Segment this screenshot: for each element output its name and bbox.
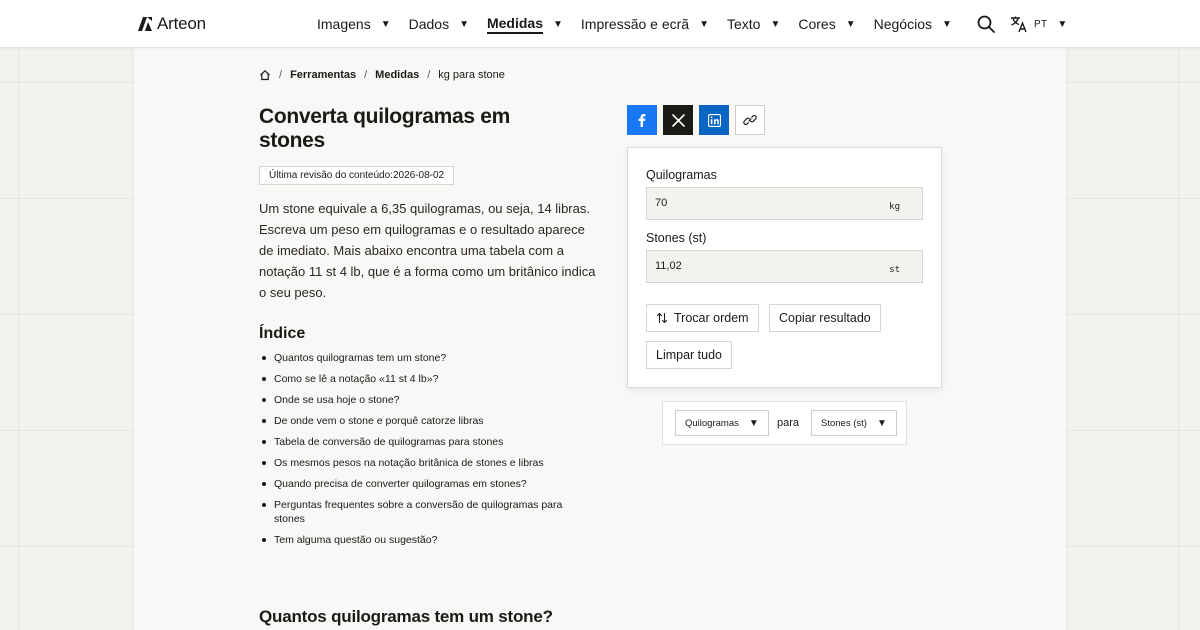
nav-label: Negócios bbox=[873, 16, 932, 32]
swap-vertical-icon bbox=[656, 312, 668, 324]
stones-field bbox=[646, 250, 923, 283]
translate-icon bbox=[1010, 15, 1028, 33]
from-unit-select[interactable] bbox=[675, 410, 769, 436]
language-code: PT bbox=[1034, 18, 1048, 30]
breadcrumb-separator: / bbox=[364, 69, 368, 81]
logo[interactable] bbox=[137, 14, 206, 34]
to-unit-select[interactable] bbox=[811, 410, 897, 436]
nav-item-imagens[interactable] bbox=[317, 16, 391, 32]
logo-text: Arteon bbox=[157, 14, 206, 33]
converter-panel bbox=[627, 147, 942, 388]
home-link[interactable] bbox=[259, 69, 271, 81]
nav-label: Texto bbox=[726, 16, 761, 32]
share-facebook-button[interactable] bbox=[627, 105, 657, 135]
linkedin-icon bbox=[708, 114, 721, 127]
page-title: Converta quilogramas em stones bbox=[259, 105, 511, 152]
breadcrumb-separator: / bbox=[279, 69, 283, 81]
search-icon bbox=[976, 14, 996, 34]
breadcrumb-medidas[interactable]: Medidas bbox=[375, 69, 420, 81]
swap-order-button[interactable] bbox=[646, 304, 759, 332]
caret-down-icon: ▼ bbox=[553, 18, 563, 30]
unit-selector-bar bbox=[662, 401, 907, 445]
revision-badge: Última revisão do conteúdo:2026-08-02 bbox=[259, 166, 454, 185]
main-content bbox=[134, 48, 1066, 630]
section-heading: Quantos quilogramas tem um stone? bbox=[259, 607, 553, 626]
intro-paragraph: Um stone equivale a 6,35 quilogramas, ou seja, 14 libras. Escreva um peso em quilogramas e o resultado aparece de imediato. Mais abaixo encontra uma tabela com a notação 11 st 4 lb, que é a forma como um britânico indica o seu peso. bbox=[259, 201, 596, 300]
caret-down-icon: ▼ bbox=[770, 18, 781, 30]
copy-link-button[interactable] bbox=[735, 105, 765, 135]
stones-unit: st bbox=[889, 265, 900, 275]
kilograms-unit: kg bbox=[889, 202, 900, 212]
nav-label: Cores bbox=[798, 16, 836, 32]
home-icon bbox=[259, 69, 271, 81]
nav-item-dados[interactable] bbox=[409, 16, 469, 32]
copy-result-button[interactable]: Copiar resultado bbox=[769, 304, 881, 332]
nav-item-cores[interactable] bbox=[798, 16, 855, 32]
toc-item[interactable]: Quando precisa de converter quilogramas em stones? bbox=[259, 477, 579, 491]
link-icon bbox=[743, 113, 757, 127]
toc-item[interactable]: Os mesmos pesos na notação britânica de stones e libras bbox=[259, 456, 579, 470]
nav-item-impressao-e-ecra[interactable] bbox=[581, 16, 709, 32]
nav-item-medidas[interactable] bbox=[487, 15, 563, 34]
arteon-logo-icon bbox=[137, 16, 153, 32]
toc-item[interactable]: Onde se usa hoje o stone? bbox=[259, 393, 579, 407]
table-of-contents bbox=[259, 351, 579, 554]
toc-item[interactable]: Perguntas frequentes sobre a conversão de quilogramas para stones bbox=[259, 498, 579, 526]
nav-label: Imagens bbox=[317, 16, 371, 32]
toc-item[interactable]: De onde vem o stone e porquê catorze libras bbox=[259, 414, 579, 428]
toc-item[interactable]: Como se lê a notação «11 st 4 lb»? bbox=[259, 372, 579, 386]
stones-label: Stones (st) bbox=[646, 231, 707, 245]
swap-order-label: Trocar ordem bbox=[674, 311, 749, 325]
share-linkedin-button[interactable] bbox=[699, 105, 729, 135]
x-icon bbox=[672, 114, 685, 127]
breadcrumb-separator: / bbox=[427, 69, 431, 81]
caret-down-icon: ▼ bbox=[748, 417, 759, 429]
nav-label: Dados bbox=[408, 16, 450, 32]
stones-input[interactable] bbox=[655, 260, 855, 272]
facebook-icon bbox=[635, 113, 649, 127]
kilograms-field bbox=[646, 187, 923, 220]
kilograms-label: Quilogramas bbox=[646, 168, 717, 182]
caret-down-icon: ▼ bbox=[699, 18, 709, 30]
breadcrumb-current: kg para stone bbox=[438, 69, 505, 81]
breadcrumb-ferramentas[interactable]: Ferramentas bbox=[290, 69, 357, 81]
nav-label: Medidas bbox=[487, 15, 543, 34]
top-navigation-bar bbox=[0, 0, 1200, 48]
from-unit-value: Quilogramas bbox=[685, 417, 739, 429]
breadcrumb bbox=[259, 69, 505, 81]
to-unit-value: Stones (st) bbox=[821, 417, 867, 429]
caret-down-icon: ▼ bbox=[380, 18, 391, 30]
caret-down-icon: ▼ bbox=[876, 417, 887, 429]
units-connector: para bbox=[777, 417, 800, 429]
language-selector[interactable] bbox=[1010, 15, 1067, 33]
toc-title: Índice bbox=[259, 325, 306, 342]
nav-label: Impressão e ecrã bbox=[580, 16, 690, 32]
nav-item-negocios[interactable] bbox=[874, 16, 952, 32]
clear-all-button[interactable]: Limpar tudo bbox=[646, 341, 732, 369]
share-x-button[interactable] bbox=[663, 105, 693, 135]
caret-down-icon: ▼ bbox=[1057, 18, 1068, 30]
caret-down-icon: ▼ bbox=[942, 18, 952, 30]
main-nav bbox=[317, 0, 970, 48]
share-buttons bbox=[627, 105, 765, 135]
toc-item[interactable]: Quantos quilogramas tem um stone? bbox=[259, 351, 579, 365]
toc-item[interactable]: Tabela de conversão de quilogramas para stones bbox=[259, 435, 579, 449]
kilograms-input[interactable] bbox=[655, 197, 855, 209]
toc-item[interactable]: Tem alguma questão ou sugestão? bbox=[259, 533, 579, 547]
nav-item-texto[interactable] bbox=[727, 16, 780, 32]
caret-down-icon: ▼ bbox=[845, 18, 856, 30]
caret-down-icon: ▼ bbox=[459, 18, 469, 30]
search-button[interactable] bbox=[976, 14, 996, 34]
